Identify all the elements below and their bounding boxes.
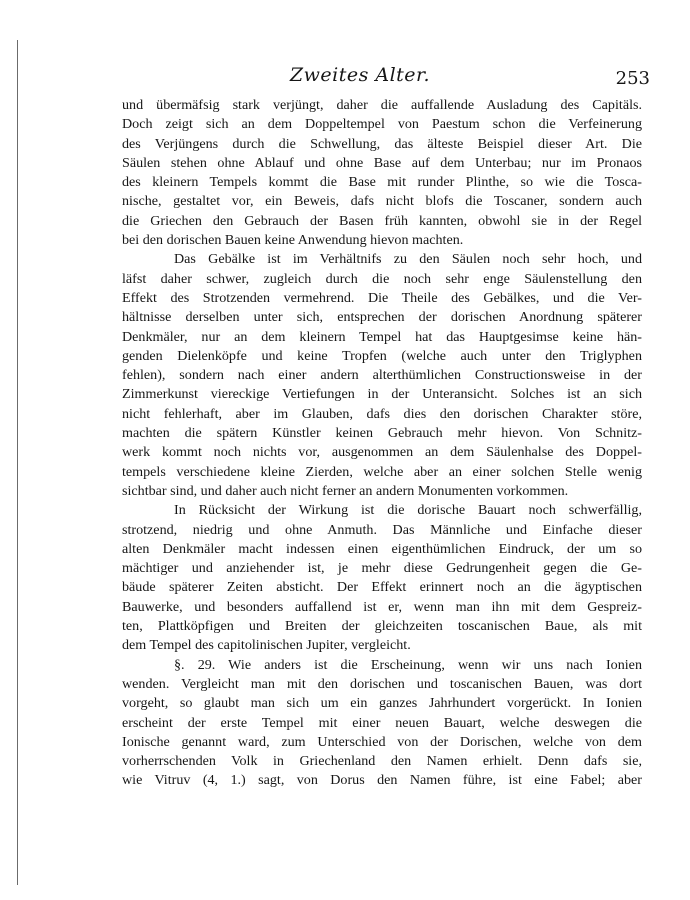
text-line: bei den dorischen Bauen keine Anwendung hievon machten.: [122, 232, 464, 249]
text-line: dem Tempel des capitolinischen Jupiter, vergleicht.: [122, 637, 411, 654]
text-line: ten, Plattköpfigen und Breiten der gleichzeiten toscanischen Baue, als mit: [122, 618, 642, 635]
text-line: Doch zeigt sich an dem Doppeltempel von Paestum schon die Verfeinerung: [122, 116, 642, 133]
text-line: In Rücksicht der Wirkung ist die dorische Bauart noch schwerfällig,: [174, 502, 642, 519]
text-line: vorherrschenden Volk in Griechenland den Namen erhielt. Denn dafs sie,: [122, 753, 642, 770]
text-line: Bauwerke, und besonders auffallend ist er, wenn man ihn mit dem Gespreiz-: [122, 598, 642, 615]
text-line: nicht fehlerhaft, aber im Glauben, dafs dies den dorischen Charakter störe,: [122, 405, 642, 422]
text-line: fehlen), sondern nach einer andern alterthümlichen Constructionsweise in der: [122, 367, 642, 384]
page-number: 253: [615, 68, 650, 89]
text-line: läfst daher schwer, zugleich durch die noch sehr enge Säulenstellung den: [122, 270, 642, 287]
page-edge-line: [17, 40, 18, 885]
text-line: vorgeht, so glaubt man sich um ein ganzes Jahrhundert vorgerückt. In Ionien: [122, 695, 642, 712]
text-line: wenden. Vergleicht man mit den dorischen und toscanischen Bauen, was dort: [122, 675, 642, 692]
text-line: erscheint der erste Tempel mit einer neuen Bauart, welche deswegen die: [122, 714, 642, 731]
text-line: werk kommt noch nichts vor, ausgenommen an dem Säulenhalse des Doppel-: [122, 444, 642, 461]
text-line: mächtiger und anziehender ist, je mehr diese Gedrungenheit gegen die Ge-: [122, 560, 642, 577]
text-line: und übermäfsig stark verjüngt, daher die auffallende Ausladung des Capitäls.: [122, 97, 642, 113]
text-line: wie Vitruv (4, 1.) sagt, von Dorus den Namen führe, ist eine Fabel; aber: [122, 772, 642, 789]
text-line: Zimmerkunst viereckige Vertiefungen in der Unteransicht. Solches ist an sich: [122, 386, 642, 403]
text-line: §. 29. Wie anders ist die Erscheinung, wenn wir uns nach Ionien: [174, 656, 642, 673]
text-line: nische, gestaltet vor, ein Beweis, dafs nicht blofs die Toscaner, sondern auch: [122, 193, 642, 210]
text-line: die Griechen den Gebrauch der Basen früh kannten, obwohl sie in der Regel: [122, 212, 642, 229]
text-line: Säulen stehen ohne Ablauf und ohne Base auf dem Unterbau; nur im Pronaos: [122, 154, 642, 171]
running-title: Zweites Alter.: [289, 64, 431, 86]
text-line: genden Dielenköpfe und keine Tropfen (welche auch unter den Triglyphen: [122, 347, 642, 364]
text-line: Ionische genannt ward, zum Unterschied von der Dorischen, welche von dem: [122, 733, 642, 750]
text-line: strotzend, niedrig und ohne Anmuth. Das Männliche und Einfache dieser: [122, 521, 642, 538]
body-text: [122, 96, 642, 791]
text-line: machten die spätern Künstler keinen Gebrauch mehr hievon. Von Schnitz-: [122, 425, 642, 442]
text-line: des Verjüngens durch die Schwellung, das älteste Beispiel dieser Art. Die: [122, 135, 642, 152]
text-line: hältnisse derselben unter sich, entsprechen der dorischen Anordnung späterer: [122, 309, 642, 326]
text-line: sichtbar sind, und daher auch nicht ferner an andern Monumenten vorkommen.: [122, 482, 569, 499]
text-line: tempels verschiedene kleine Zierden, welche aber an einer solchen Stelle wenig: [122, 463, 642, 480]
text-line: bäude späterer Zeiten absticht. Der Effekt erinnert noch an die ägyptischen: [122, 579, 642, 596]
text-line: des kleinern Tempels kommt die Base mit runder Plinthe, so wie die Tosca-: [122, 174, 642, 191]
text-line: Denkmäler, nur an dem kleinern Tempel hat das Hauptgesimse keine hän-: [122, 328, 642, 345]
text-line: alten Denkmäler macht indessen einen eigenthümlichen Eindruck, der um so: [122, 540, 642, 557]
text-line: Effekt des Strotzenden vermehrend. Die Theile des Gebälkes, und die Ver-: [122, 289, 642, 306]
text-line: Das Gebälke ist im Verhältnifs zu den Säulen noch sehr hoch, und: [174, 251, 642, 268]
